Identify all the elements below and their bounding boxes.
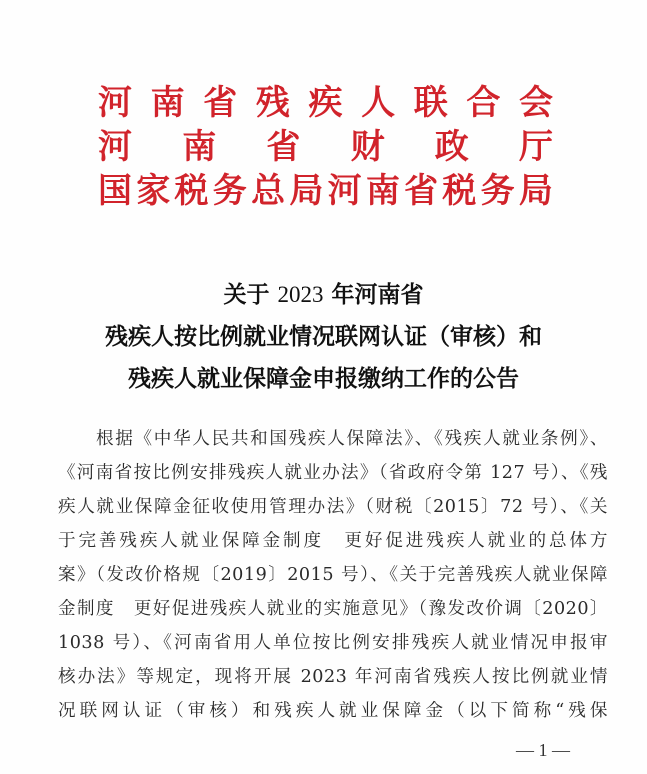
header-char: 局: [289, 171, 324, 211]
header-char: 南: [365, 171, 400, 211]
body-line: 根据《中华人民共和国残疾人保障法》、《残疾人就业条例》、: [96, 429, 608, 449]
title-year: 2023: [277, 282, 324, 307]
header-char: 省: [404, 171, 439, 211]
header-char: 南: [182, 127, 217, 167]
header-char: 会: [519, 83, 553, 123]
title-text: 关于: [223, 281, 270, 308]
body-line: 于完善残疾人就业保障金制度 更好促进残疾人就业的总体方: [58, 531, 608, 551]
header-char: 省: [203, 83, 238, 123]
agency-tax-bureau: [98, 170, 553, 212]
header-char: 财: [350, 127, 385, 167]
header-char: 省: [266, 127, 301, 167]
agency-finance-department: [98, 126, 553, 168]
document-title-line-2: 残疾人按比例就业情况联网认证（审核）和: [105, 323, 542, 350]
header-char: 残: [255, 83, 290, 123]
header-char: 厅: [518, 127, 553, 167]
header-char: 合: [466, 83, 501, 123]
agency-disabled-persons-federation: [98, 82, 553, 124]
header-char: 家: [136, 171, 171, 211]
body-line: 案》（发改价格规〔2019〕2015 号）、《关于完善残疾人就业保障: [58, 565, 608, 585]
title-text: 年河南省: [331, 281, 424, 308]
page-number: — 1 —: [516, 740, 570, 760]
body-line: 金制度 更好促进残疾人就业的实施意见》（豫发改价调〔2020〕: [58, 599, 608, 619]
body-line: 核办法》等规定，现将开展 2023 年河南省残疾人按比例就业情: [58, 667, 608, 687]
header-char: 国: [98, 171, 132, 211]
header-char: 政: [434, 127, 469, 167]
document-title-line-3: 残疾人就业保障金申报缴纳工作的公告: [128, 365, 519, 392]
header-char: 务: [212, 171, 247, 211]
body-line: 况联网认证（审核）和残疾人就业保障金（以下简称“残保: [58, 701, 608, 721]
header-char: 税: [174, 171, 209, 211]
header-char: 总: [251, 171, 286, 211]
header-char: 务: [480, 171, 515, 211]
header-char: 河: [98, 127, 132, 167]
document-title-line-1: [0, 280, 647, 310]
header-char: 税: [442, 171, 477, 211]
body-line: 疾人就业保障金征收使用管理办法》（财税〔2015〕72 号）、《关: [58, 497, 608, 517]
body-line: 《河南省按比例安排残疾人就业办法》（省政府令第 127 号）、《残: [58, 463, 608, 483]
header-char: 人: [361, 83, 396, 123]
header-char: 疾: [308, 83, 343, 123]
header-char: 局: [518, 171, 553, 211]
header-char: 联: [413, 83, 448, 123]
header-char: 河: [327, 171, 362, 211]
header-char: 南: [150, 83, 185, 123]
body-line: 1038 号）、《河南省用人单位按比例安排残疾人就业情况申报审: [58, 633, 608, 653]
header-char: 河: [98, 83, 132, 123]
